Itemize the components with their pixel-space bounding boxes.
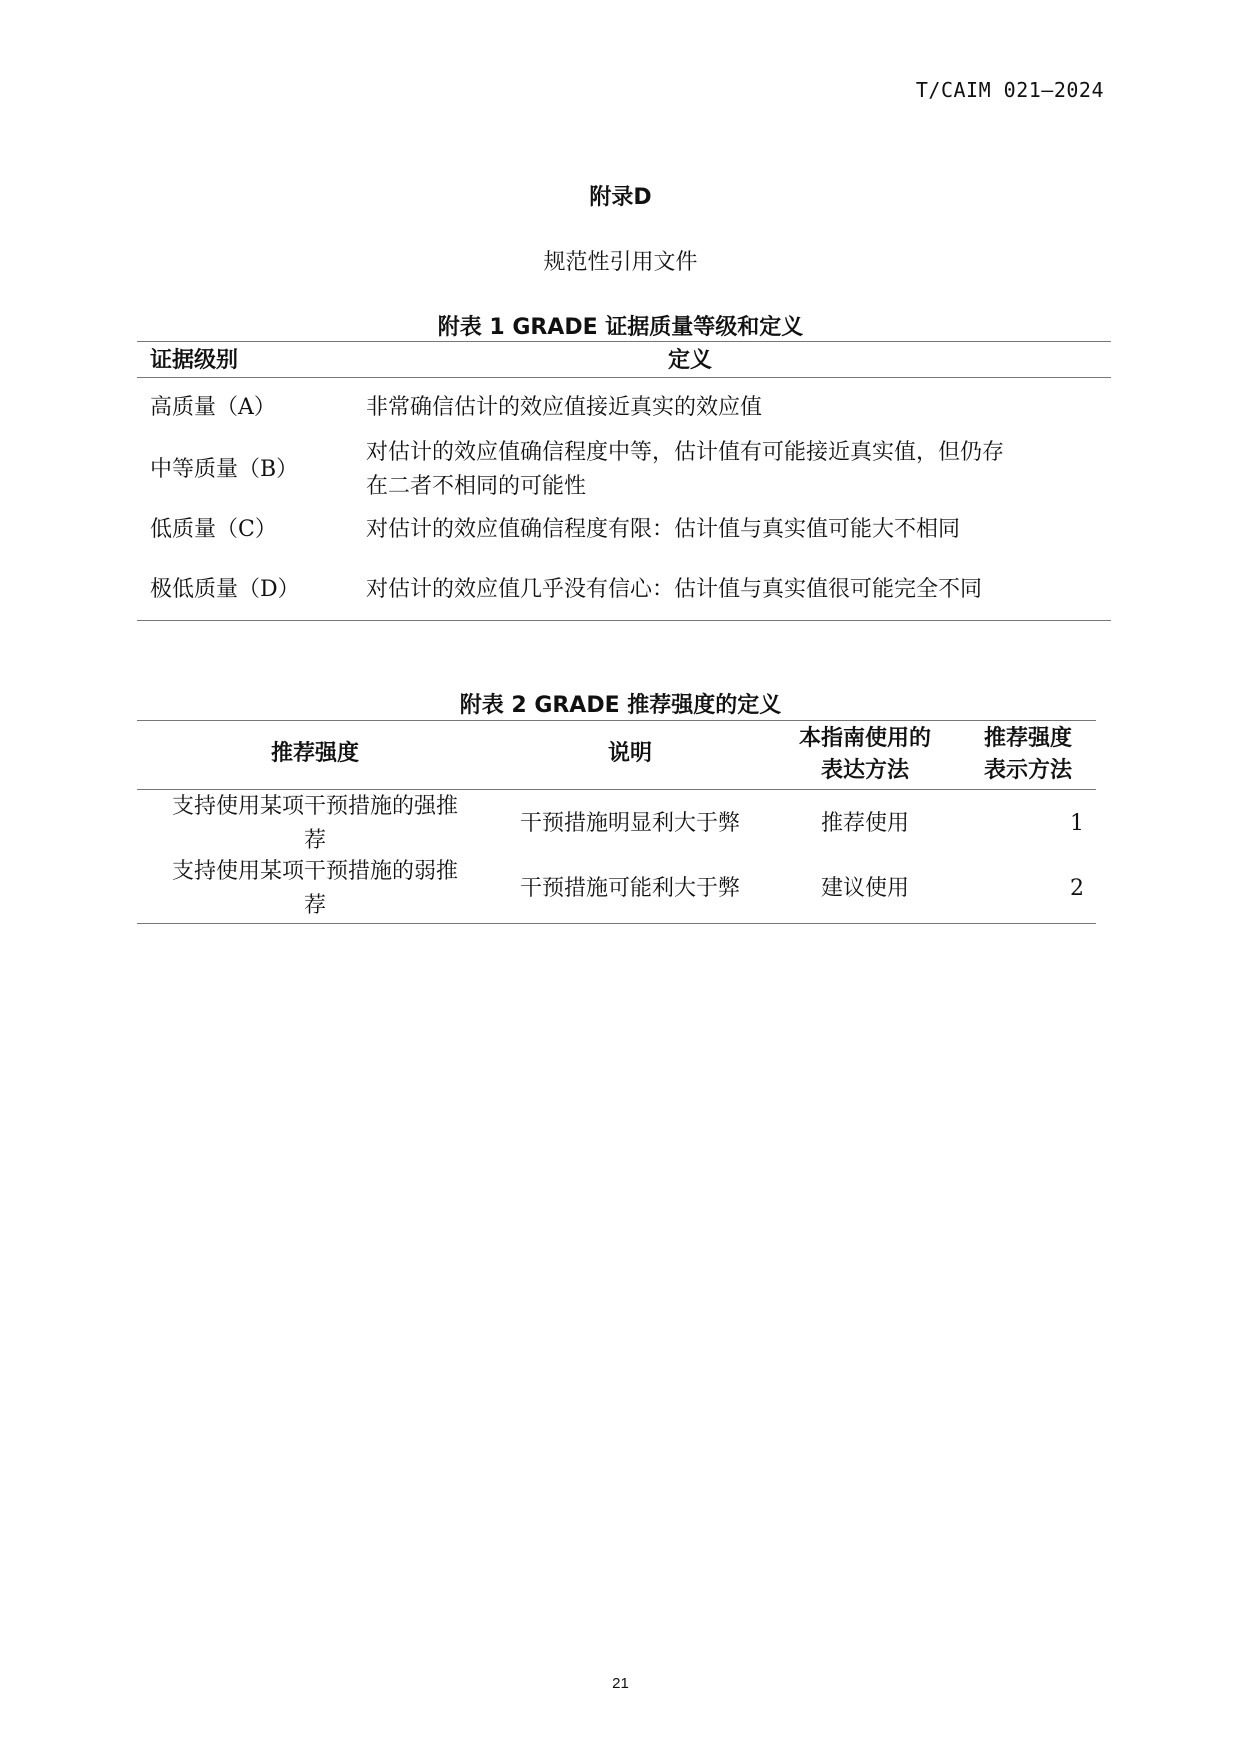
table2-bottom-rule (137, 923, 1096, 924)
table2-strength-line1: 支持使用某项干预措施的弱推 (171, 859, 458, 884)
table2-header-strength: 推荐强度 (270, 741, 359, 766)
table1-level: 低质量（C） (150, 517, 277, 542)
table2-notation: 2 (1070, 876, 1084, 901)
appendix-subtitle: 规范性引用文件 (543, 250, 698, 275)
table1-header-definition: 定义 (667, 348, 712, 373)
table2-expression: 推荐使用 (820, 811, 909, 836)
appendix-title: 附录D (589, 185, 652, 210)
table1-header-rule (137, 377, 1111, 378)
table2-header-expression-line2: 表达方法 (820, 758, 909, 783)
page-number: 21 (612, 1675, 629, 1692)
table2-header-rule (137, 789, 1096, 790)
table2-strength-line1: 支持使用某项干预措施的强推 (171, 794, 458, 819)
table1-level: 极低质量（D） (150, 577, 300, 602)
table1-header-level: 证据级别 (150, 348, 239, 373)
table1-definition: 非常确信估计的效应值接近真实的效应值 (366, 395, 763, 420)
table1-definition: 对估计的效应值确信程度有限：估计值与真实值可能大不相同 (366, 517, 961, 542)
table2-notation: 1 (1070, 811, 1084, 836)
table2-strength-line2: 荐 (303, 828, 326, 853)
table1-top-rule (137, 341, 1111, 342)
table1-definition-line1: 对估计的效应值确信程度中等，估计值有可能接近真实值，但仍存 (366, 440, 1005, 465)
table2-header-expression-line1: 本指南使用的 (798, 726, 931, 751)
table2-top-rule (137, 720, 1096, 721)
table2-strength-line2: 荐 (303, 893, 326, 918)
table2-caption: 附表 2 GRADE 推荐强度的定义 (459, 693, 782, 718)
table1-bottom-rule (137, 620, 1111, 621)
table1-definition: 对估计的效应值几乎没有信心：估计值与真实值很可能完全不同 (366, 577, 983, 602)
table1-definition-line2: 在二者不相同的可能性 (366, 474, 587, 499)
table1-level: 高质量（A） (150, 395, 276, 420)
table2-description: 干预措施可能利大于弊 (519, 876, 740, 901)
table2-header-notation-line2: 表示方法 (983, 758, 1072, 783)
table1-level: 中等质量（B） (150, 457, 299, 482)
table2-expression: 建议使用 (820, 876, 909, 901)
document-code: T/CAIM 021—2024 (915, 78, 1104, 102)
table2-description: 干预措施明显利大于弊 (519, 811, 740, 836)
table1-caption: 附表 1 GRADE 证据质量等级和定义 (437, 315, 804, 340)
table2-header-notation-line1: 推荐强度 (983, 726, 1072, 751)
table2-header-description: 说明 (607, 741, 652, 766)
